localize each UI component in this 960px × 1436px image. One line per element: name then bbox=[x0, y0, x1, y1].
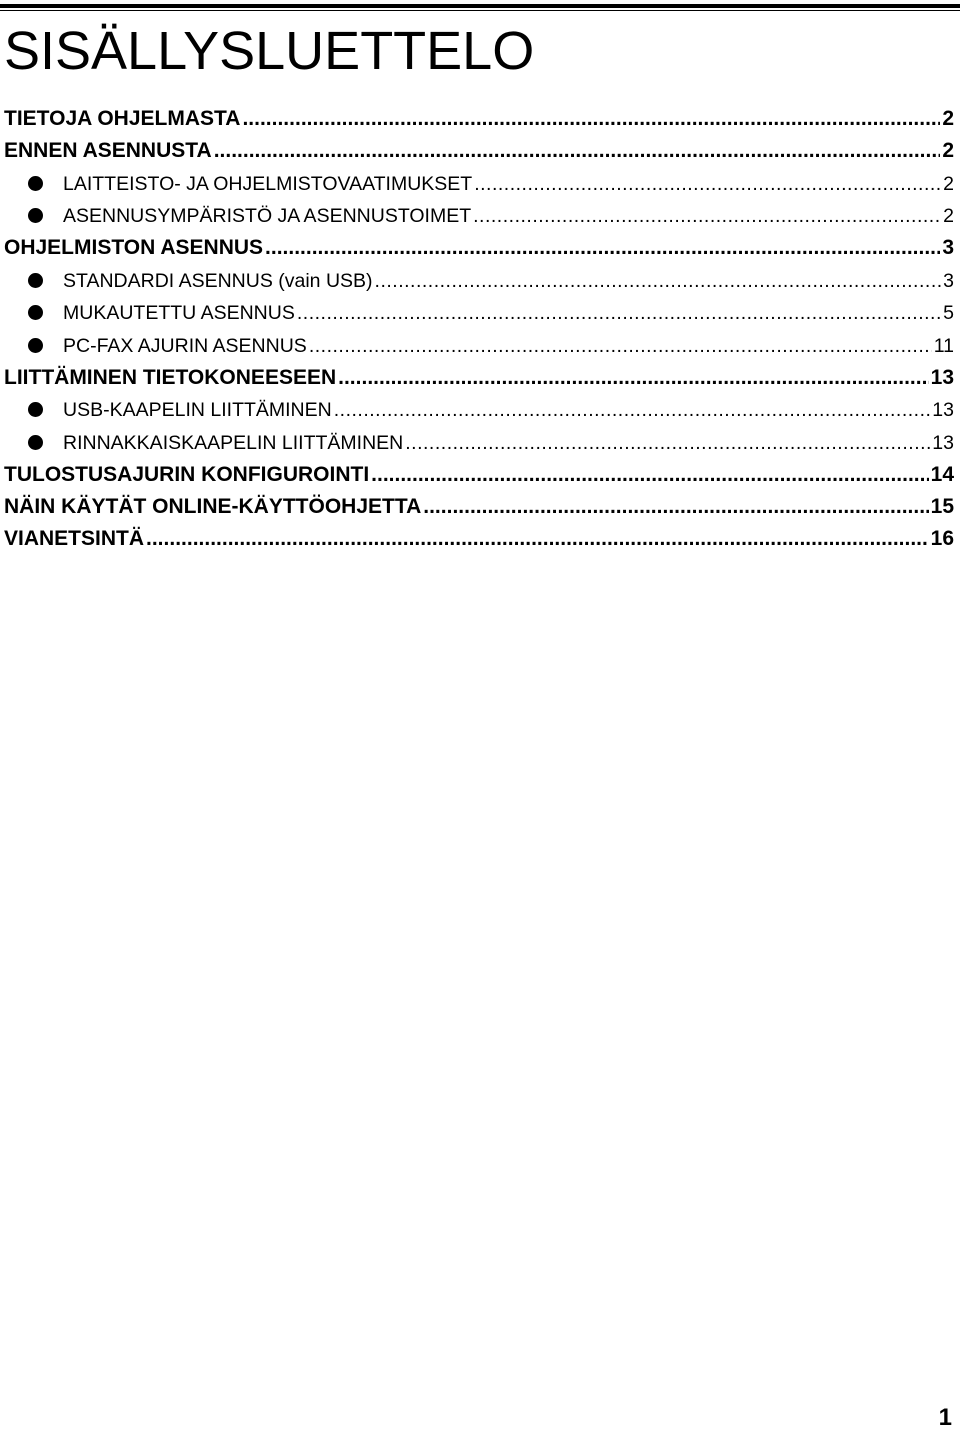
bullet-icon bbox=[28, 305, 43, 320]
toc-dot-leader bbox=[371, 459, 928, 491]
toc-entry-tulostusajuri[interactable] bbox=[4, 459, 954, 491]
toc-dot-leader bbox=[242, 103, 940, 135]
bullet-icon bbox=[28, 273, 43, 288]
bullet-icon bbox=[28, 338, 43, 353]
toc-entry-label: LIITTÄMINEN TIETOKONEESEEN bbox=[4, 365, 337, 389]
toc-entry-label: LAITTEISTO- JA OHJELMISTOVAATIMUKSET bbox=[63, 172, 473, 195]
toc-dot-leader bbox=[297, 297, 941, 329]
page-number: 1 bbox=[938, 1404, 952, 1431]
toc-entry-ennen-asennusta[interactable] bbox=[4, 135, 954, 167]
toc-entry-label: TULOSTUSAJURIN KONFIGUROINTI bbox=[4, 462, 370, 486]
toc-entry-page: 14 bbox=[930, 462, 954, 486]
toc-entry-page: 2 bbox=[942, 107, 954, 130]
toc-subentry-rinnakkaiskaapeli[interactable] bbox=[4, 426, 954, 459]
bullet-icon bbox=[28, 208, 43, 223]
toc-entry-page: 13 bbox=[932, 431, 954, 454]
toc-subentry-mukautettu-asennus[interactable] bbox=[4, 297, 954, 330]
toc-entry-page: 3 bbox=[943, 269, 954, 292]
table-of-contents bbox=[4, 103, 954, 555]
toc-dot-leader bbox=[214, 135, 941, 167]
toc-entry-page: 13 bbox=[930, 365, 954, 389]
toc-dot-leader bbox=[334, 394, 931, 426]
toc-subentry-laitteisto[interactable] bbox=[4, 167, 954, 200]
toc-entry-label: NÄIN KÄYTÄT ONLINE-KÄYTTÖOHJETTA bbox=[4, 494, 422, 518]
bullet-icon bbox=[28, 402, 43, 417]
toc-entry-ohjelmiston-asennus[interactable] bbox=[4, 232, 954, 264]
bullet-icon bbox=[28, 176, 43, 191]
toc-entry-label: OHJELMISTON ASENNUS bbox=[4, 236, 264, 259]
toc-dot-leader bbox=[146, 523, 929, 555]
toc-dot-leader bbox=[338, 362, 929, 394]
toc-entry-page: 13 bbox=[932, 399, 954, 421]
toc-entry-online-kayttoohje[interactable] bbox=[4, 491, 954, 523]
toc-entry-page: 5 bbox=[943, 302, 954, 324]
toc-entry-label: RINNAKKAISKAAPELIN LIITTÄMINEN bbox=[63, 431, 404, 454]
toc-dot-leader bbox=[474, 168, 941, 200]
toc-entry-label: PC-FAX AJURIN ASENNUS bbox=[63, 334, 307, 357]
toc-entry-label: USB-KAAPELIN LIITTÄMINEN bbox=[63, 399, 332, 421]
header-rule bbox=[0, 4, 960, 8]
toc-dot-leader bbox=[265, 232, 940, 264]
toc-dot-leader bbox=[375, 265, 942, 297]
page-title: SISÄLLYSLUETTELO bbox=[4, 21, 535, 81]
toc-subentry-asennusymparisto[interactable] bbox=[4, 200, 954, 233]
toc-entry-label: TIETOJA OHJELMASTA bbox=[4, 107, 241, 130]
toc-entry-page: 2 bbox=[943, 172, 954, 195]
toc-entry-page: 3 bbox=[942, 236, 954, 259]
toc-entry-page: 15 bbox=[930, 494, 954, 518]
header-rule-thin bbox=[0, 10, 960, 11]
toc-entry-vianetsinta[interactable] bbox=[4, 523, 954, 555]
toc-entry-label: ENNEN ASENNUSTA bbox=[4, 139, 212, 162]
toc-dot-leader bbox=[405, 427, 930, 459]
toc-entry-page: 2 bbox=[942, 139, 954, 162]
toc-dot-leader bbox=[423, 491, 928, 523]
toc-entry-tietoja-ohjelmasta[interactable] bbox=[4, 103, 954, 135]
toc-dot-leader bbox=[473, 200, 941, 232]
toc-entry-page: 16 bbox=[930, 526, 954, 550]
toc-entry-label: MUKAUTETTU ASENNUS bbox=[63, 302, 295, 324]
toc-dot-leader bbox=[309, 330, 932, 362]
toc-subentry-standardi-asennus[interactable] bbox=[4, 264, 954, 297]
toc-entry-label: ASENNUSYMPÄRISTÖ JA ASENNUSTOIMET bbox=[63, 205, 472, 227]
toc-entry-page: 11 bbox=[933, 334, 954, 357]
toc-entry-label: STANDARDI ASENNUS (vain USB) bbox=[63, 269, 373, 292]
toc-subentry-pc-fax[interactable] bbox=[4, 329, 954, 362]
bullet-icon bbox=[28, 435, 43, 450]
toc-entry-liittaminen[interactable] bbox=[4, 362, 954, 394]
toc-entry-page: 2 bbox=[943, 205, 954, 227]
toc-subentry-usb-kaapeli[interactable] bbox=[4, 394, 954, 427]
toc-entry-label: VIANETSINTÄ bbox=[4, 526, 145, 550]
